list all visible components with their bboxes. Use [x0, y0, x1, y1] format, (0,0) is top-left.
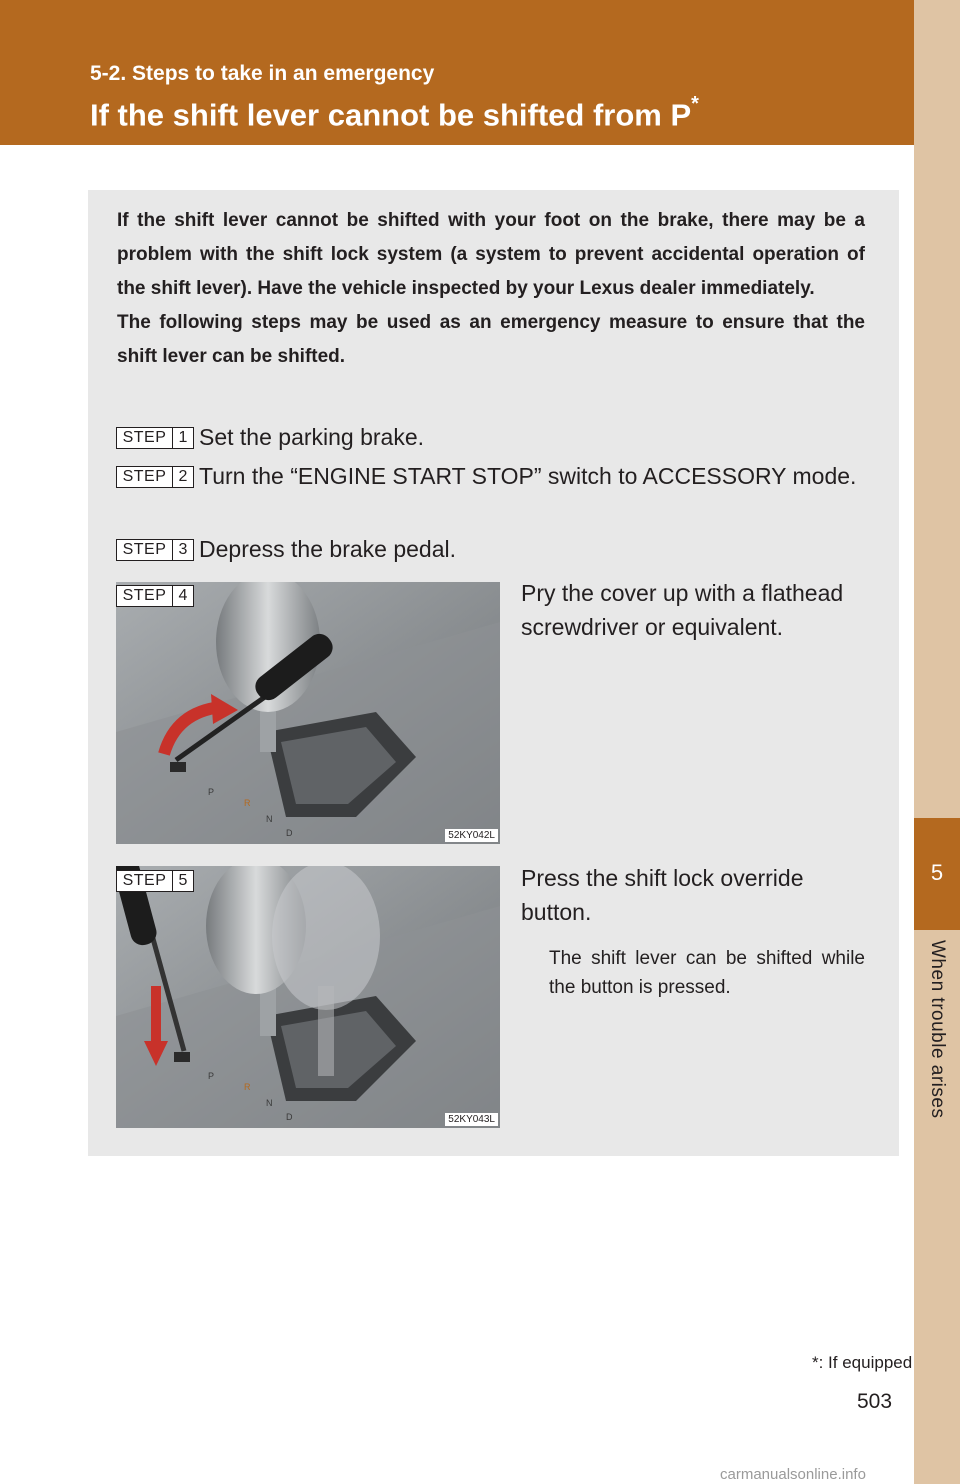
step-2-badge: [116, 466, 194, 488]
override-slot: [174, 1052, 190, 1062]
intro-paragraph-2: The following steps may be used as an emergency measure to ensure that the shift lever can be shifted.: [117, 312, 865, 367]
image-code: 52KY042L: [445, 829, 498, 842]
step-5-badge: [116, 870, 194, 892]
chapter-label: When trouble arises: [927, 940, 948, 1119]
step-word: STEP: [122, 587, 167, 604]
step-number: 3: [172, 540, 193, 560]
override-slot: [170, 762, 186, 772]
step-word: STEP: [122, 429, 167, 446]
shifted-shaft-ghost: [318, 986, 334, 1076]
gate-letter-d: D: [286, 1112, 293, 1122]
intro-paragraph-1: If the shift lever cannot be shifted with your foot on the brake, there may be a problem with the shift lock system (a system to prevent accidental operation of the shift lever). Have the vehicle inspected by your Lexus dealer immediately.: [117, 210, 865, 299]
shift-lever-illustration: [116, 582, 500, 844]
step-5-text: Press the shift lock override button.: [521, 865, 804, 925]
step-word: STEP: [122, 872, 167, 889]
footnote-mark: *: [691, 93, 699, 115]
gate-letter-n: N: [266, 814, 273, 824]
step-number: 1: [172, 428, 193, 448]
step-4-text: Pry the cover up with a flathead screwdriver or equivalent.: [521, 580, 844, 640]
page-title: [90, 93, 699, 133]
footnote: *: If equipped: [812, 1353, 913, 1372]
step-1-badge: [116, 427, 194, 449]
step-4-illustration: [116, 582, 500, 844]
section-heading: 5-2. Steps to take in an emergency: [90, 62, 435, 85]
step-number: 4: [172, 586, 193, 606]
step-word: STEP: [122, 468, 167, 485]
gate-letter-n: N: [266, 1098, 273, 1108]
step-word: STEP: [122, 541, 167, 558]
page-number: 503: [857, 1390, 893, 1413]
image-code: 52KY043L: [445, 1113, 498, 1126]
watermark: carmanualsonline.info: [720, 1466, 866, 1483]
step-3-text: Depress the brake pedal.: [199, 536, 456, 562]
gate-letter-r: R: [244, 1082, 251, 1092]
step-2-text: Turn the “ENGINE START STOP” switch to ACCESSORY mode.: [199, 463, 857, 489]
intro-text: [117, 204, 865, 374]
gate-letter-p: P: [208, 787, 215, 797]
gate-letter-r: R: [244, 798, 251, 808]
chapter-number: 5: [930, 860, 944, 885]
step-number: 5: [172, 871, 193, 891]
step-3-badge: [116, 539, 194, 561]
step-5-illustration: [116, 866, 500, 1128]
step-number: 2: [172, 467, 193, 487]
gate-letter-d: D: [286, 828, 293, 838]
chapter-sidebar: [914, 0, 960, 1484]
step-4-badge: [116, 585, 194, 607]
page-title-text: If the shift lever cannot be shifted from P: [90, 97, 692, 133]
step-1-text: Set the parking brake.: [199, 424, 425, 450]
shift-lock-illustration: [116, 866, 500, 1128]
step-5-note: The shift lever can be shifted while the button is pressed.: [549, 948, 865, 998]
gate-letter-p: P: [208, 1071, 215, 1081]
